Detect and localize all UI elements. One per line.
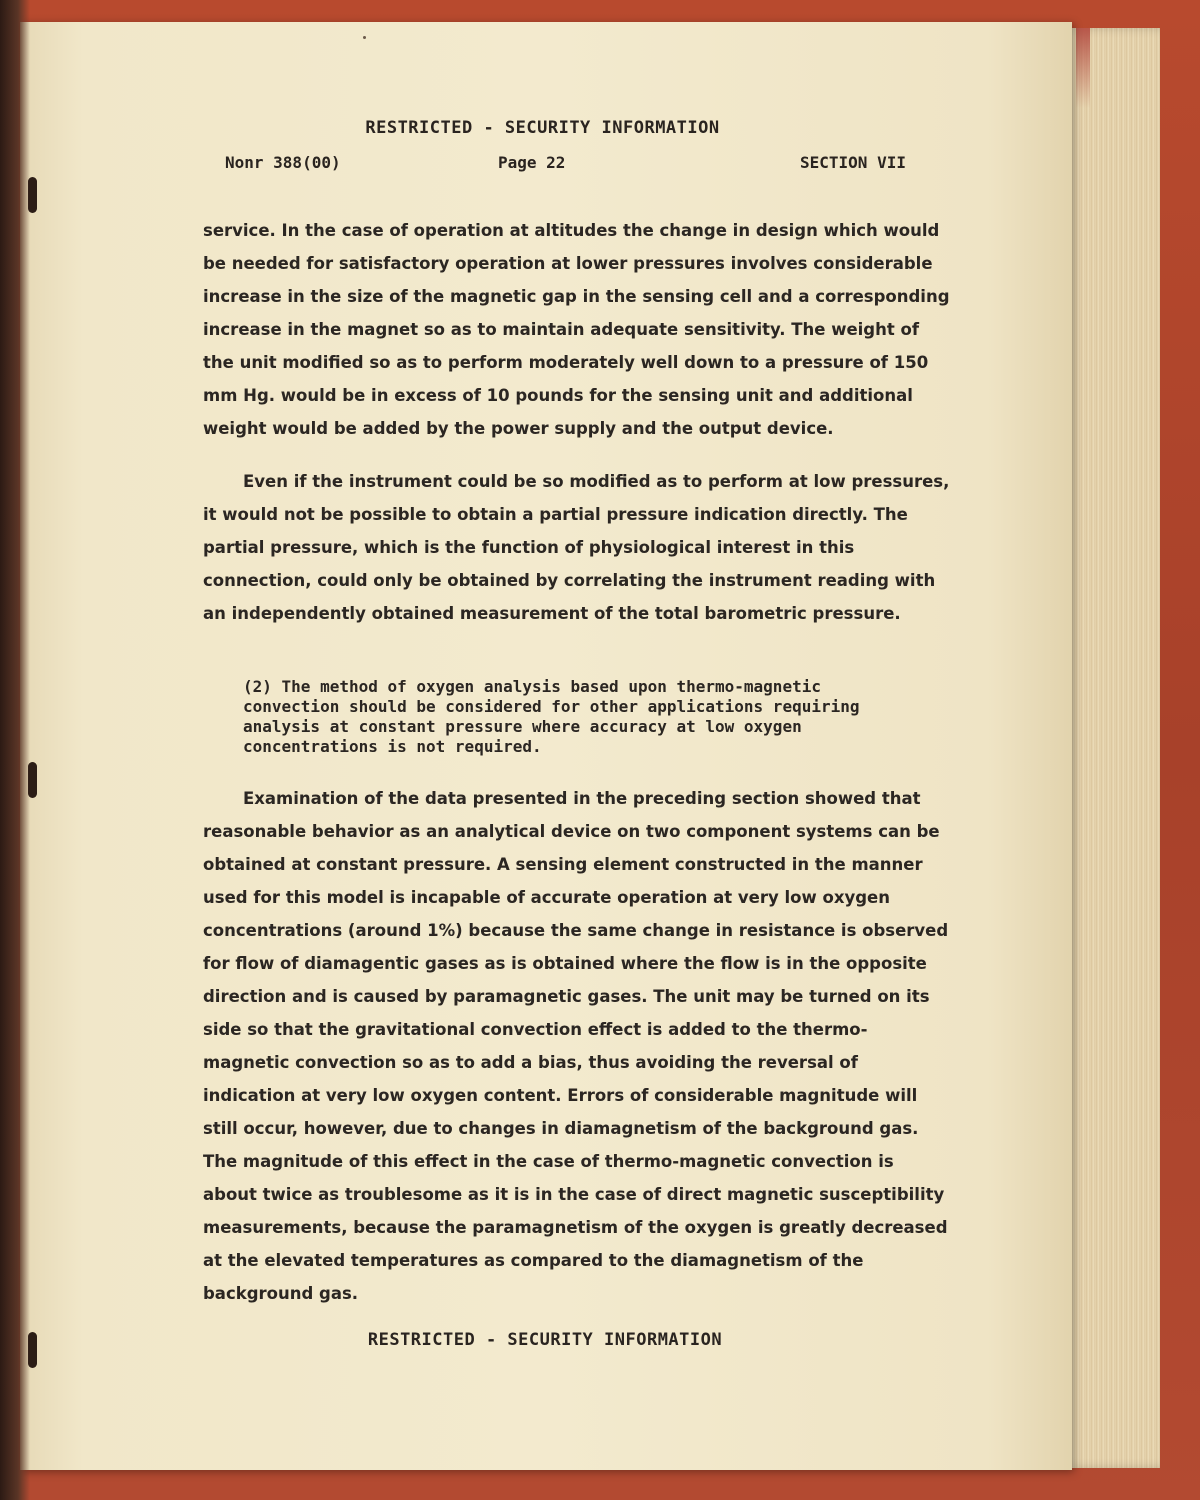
classification-header: RESTRICTED - SECURITY INFORMATION xyxy=(365,118,720,138)
recommendation-2: (2) The method of oxygen analysis based upon thermo-magnetic convection should be considered for other applications requiring analysis at constant pressure where accuracy at low oxygen concentrations is not required. xyxy=(243,677,860,756)
contract-number: Nonr 388(00) xyxy=(225,153,341,172)
page-number: Page 22 xyxy=(498,153,566,172)
page-speck xyxy=(363,36,366,39)
binding-shadow xyxy=(0,0,30,1500)
paragraph-continuation: service. In the case of operation at altitudes the change in design which would be needed for satisfactory operation at lower pressures involves considerable increase in the size of the magnetic gap in the sensing cell and a corresponding increase in the magnet so as to maintain adequate sensitivity. The weight of the unit modified so as to perform moderately well down to a pressure of 150 mm Hg. would be in excess of 10 pounds for the sensing unit and additional weight would be added by the power supply and the output device. xyxy=(203,221,950,438)
page-block-edges xyxy=(1060,28,1160,1468)
paragraph-examination: Examination of the data presented in the preceding section showed that reasonable behavior as an analytical device on two component systems can be obtained at constant pressure. A sensing element constructed in the manner used for this model is incapable of accurate operation at very low oxygen concentrations (around 1%) because the same change in resistance is observed for flow of diamagentic gases as is obtained where the flow is in the opposite direction and is caused by paramagnetic gases. The unit may be turned on its side so that the gravitational convection effect is added to the thermo-magnetic convection so as to add a bias, thus avoiding the reversal of indication at very low oxygen content. Errors of considerable magnitude will still occur, however, due to changes in diamagnetism of the background gas. The magnitude of this effect in the case of thermo-magnetic convection is about twice as troublesome as it is in the case of direct magnetic susceptibility measurements, because the paramagnetism of the oxygen is greatly decreased at the elevated temperatures as compared to the diamagnetism of the background gas. xyxy=(203,789,949,1303)
paragraph-partial-pressure: Even if the instrument could be so modified as to perform at low pressures, it would not be possible to obtain a partial pressure indication directly. The partial pressure, which is the function of physiological interest in this connection, could only be obtained by correlating the instrument reading with an independently obtained measurement of the total barometric pressure. xyxy=(203,472,950,623)
document-page xyxy=(20,22,1072,1470)
section-label: SECTION VII xyxy=(800,153,906,172)
page-edge-stain xyxy=(1076,28,1090,108)
classification-footer: RESTRICTED - SECURITY INFORMATION xyxy=(367,1330,723,1350)
